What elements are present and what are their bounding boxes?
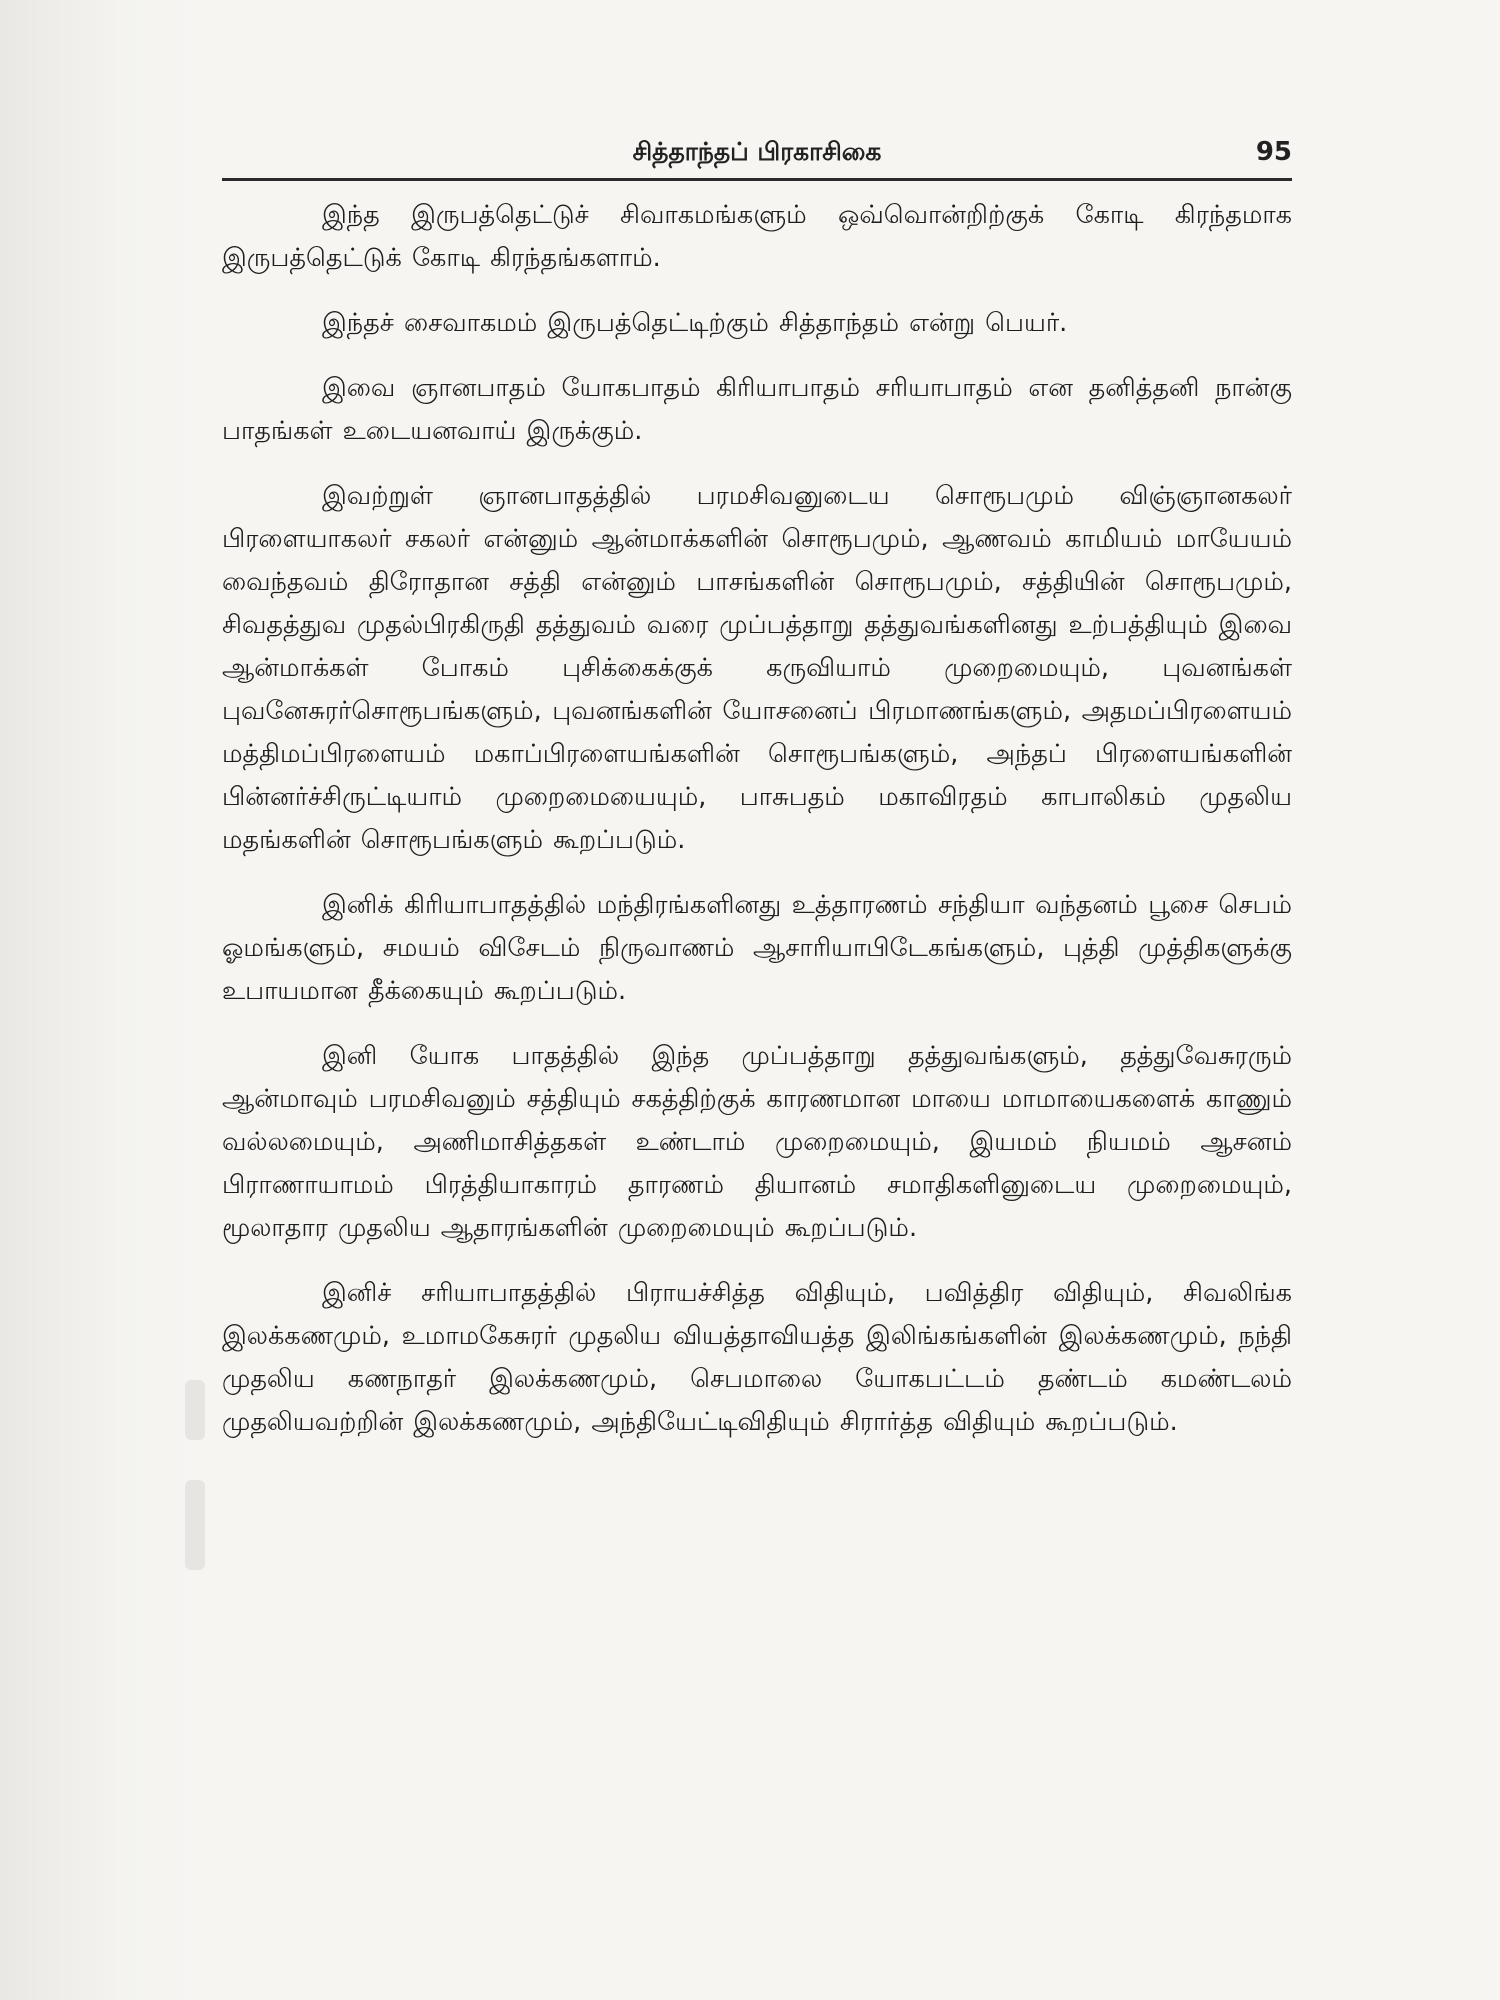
page-smudge (185, 1480, 205, 1570)
running-title: சித்தாந்தப் பிரகாசிகை (632, 137, 882, 166)
paragraph-1: இந்த இருபத்தெட்டுச் சிவாகமங்களும் ஒவ்வொன்றிற்குக் கோடி கிரந்தமாக இருபத்தெட்டுக் கோடி கிரந்தங்களாம். (222, 200, 1292, 273)
page-number: 95 (1255, 137, 1292, 167)
page-smudge (185, 1380, 205, 1440)
paragraph-7: இனிச் சரியாபாதத்தில் பிராயச்சித்த விதியும், பவித்திர விதியும், சிவலிங்க இலக்கணமும், உமாமகேசுரர் முதலிய வியத்தாவியத்த இலிங்கங்களின் இலக்கணமும், நந்தி முதலிய கணநாதர் இலக்கணமும், செபமாலை யோகபட்டம் தண்டம் கமண்டலம் முதலியவற்றின் இலக்கணமும், அந்தியேட்டிவிதியும் சிரார்த்த விதியும் கூறப்படும். (222, 1278, 1292, 1437)
paragraph-4: இவற்றுள் ஞானபாதத்தில் பரமசிவனுடைய சொரூபமும் விஞ்ஞானகலர் பிரளையாகலர் சகலர் என்னும் ஆன்மாக்களின் சொரூபமும், ஆணவம் காமியம் மாயேயம் வைந்தவம் திரோதான சத்தி என்னும் பாசங்களின் சொரூபமும், சத்தியின் சொரூபமும், சிவதத்துவ முதல்பிரகிருதி தத்துவம் வரை முப்பத்தாறு தத்துவங்களினது உற்பத்தியும் இவை ஆன்மாக்கள் போகம் புசிக்கைக்குக் கருவியாம் முறைமையும், புவனங்கள் புவனேசுரர்சொரூபங்களும், புவனங்களின் யோசனைப் பிரமாணங்களும், அதமப்பிரளையம் மத்திமப்பிரளையம் மகாப்பிரளையங்களின் சொரூபங்களும், அந்தப் பிரளையங்களின் பின்னர்ச்சிருட்டியாம் முறைமையையும், பாசுபதம் மகாவிரதம் காபாலிகம் முதலிய மதங்களின் சொரூபங்களும் கூறப்படும். (222, 481, 1292, 855)
paragraph-5: இனிக் கிரியாபாதத்தில் மந்திரங்களினது உத்தாரணம் சந்தியா வந்தனம் பூசை செபம் ஓமங்களும், சமயம் விசேடம் நிருவாணம் ஆசாரியாபிடேகங்களும், புத்தி முத்திகளுக்கு உபாயமான தீக்கையும் கூறப்படும். (222, 890, 1292, 1006)
paragraph-3: இவை ஞானபாதம் யோகபாதம் கிரியாபாதம் சரியாபாதம் என தனித்தனி நான்கு பாதங்கள் உடையனவாய் இருக்கும். (222, 373, 1292, 446)
page-header (222, 132, 1292, 181)
page-gutter-shadow (0, 0, 200, 2000)
paragraph-2: இந்தச் சைவாகமம் இருபத்தெட்டிற்கும் சித்தாந்தம் என்று பெயர். (322, 308, 1068, 338)
page-body (222, 194, 1292, 1466)
paragraph-6: இனி யோக பாதத்தில் இந்த முப்பத்தாறு தத்துவங்களும், தத்துவேசுரரும் ஆன்மாவும் பரமசிவனும் சத்தியும் சகத்திற்குக் காரணமான மாயை மாமாயைகளைக் காணும் வல்லமையும், அணிமாசித்தகள் உண்டாம் முறைமையும், இயமம் நியமம் ஆசனம் பிராணாயாமம் பிரத்தியாகாரம் தாரணம் தியானம் சமாதிகளினுடைய முறைமையும், மூலாதார முதலிய ஆதாரங்களின் முறைமையும் கூறப்படும். (222, 1041, 1292, 1243)
